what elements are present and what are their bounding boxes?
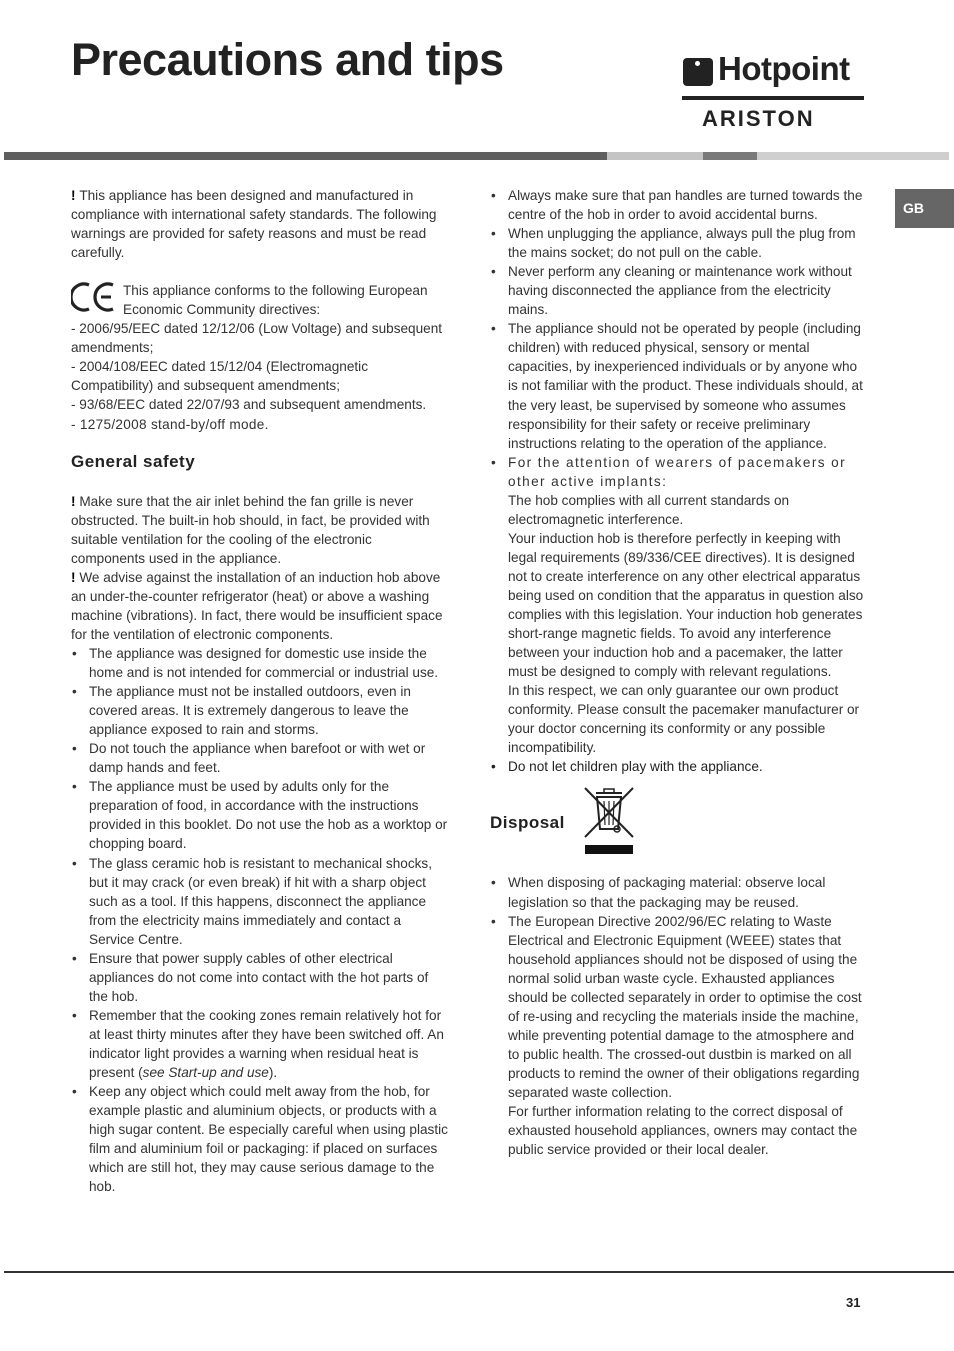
list-item: • The appliance must not be installed outdoors, even in covered areas. It is extremely dangerous to leave the appliance exposed to rain and storms. [71, 682, 449, 739]
warning-mark: ! [71, 493, 80, 509]
list-item: • The appliance was designed for domestic use inside the home and is not intended for commercial or industrial use. [71, 644, 449, 682]
intro-paragraph [71, 186, 449, 262]
brand-name: Hotpoint [718, 50, 850, 87]
general-safety-heading: General safety [71, 451, 196, 471]
header-bar-light-end [757, 152, 949, 160]
ce-text: This appliance conforms to the following European Economic Community directives: [123, 283, 428, 318]
footer-rule [4, 1271, 954, 1273]
list-item: • Always make sure that pan handles are turned towards the centre of the hob in order to avoid accidental burns. [490, 186, 868, 224]
directive-item: - 1275/2008 stand-by/off mode. [71, 416, 269, 432]
list-item: • When unplugging the appliance, always pull the plug from the mains socket; do not pull on the cable. [490, 224, 868, 262]
page-title: Precautions and tips [71, 34, 504, 85]
disposal-list [490, 873, 868, 1159]
ce-block [71, 281, 449, 433]
list-item [71, 1006, 449, 1082]
ce-mark-icon [71, 281, 117, 313]
directive-item: - 2004/108/EEC dated 15/12/04 (Electromagnetic Compatibility) and subsequent amendments; [71, 359, 368, 394]
language-tab: GB [895, 189, 954, 228]
intro-text: This appliance has been designed and manufactured in compliance with international safety standards. The following warnings are provided for safety reasons and must be read carefully. [71, 188, 437, 261]
right-column [490, 186, 868, 1159]
list-item: • When disposing of packaging material: observe local legislation so that the packaging may be reused. [490, 873, 868, 911]
list-item: • The appliance must be used by adults only for the preparation of food, in accordance with the instructions provided in this booklet. Do not use the hob as a worktop or chopping board. [71, 777, 449, 853]
brand-sub: ARISTON [702, 106, 815, 131]
page-number: 31 [846, 1295, 861, 1310]
list-item: • The appliance should not be operated by people (including children) with reduced physical, sensory or mental capacities, by inexperienced individuals or by anyone who is not familiar with the product. These individuals should, at the very least, be supervised by someone who assumes responsibility for their safety or receive preliminary instructions relating to the operation of the appliance. [490, 319, 868, 452]
disposal-more-text: For further information relating to the correct disposal of exhausted household appliances, owners may contact the public service provided or their local dealer. [508, 1104, 858, 1158]
warning-text: Make sure that the air inlet behind the fan grille is never obstructed. The built-in hob should, in fact, be provided with suitable ventilation for the cooling of the electronic components used in the appliance. [71, 493, 430, 566]
pacemaker-text: The hob complies with all current standards on electromagnetic interference. [508, 492, 790, 527]
warning-mark: ! [71, 569, 80, 585]
list-item: • Keep any object which could melt away from the hob, for example plastic and aluminium objects, or products with a high sugar content. Be especially careful when using plastic film and aluminium foil or packaging: if placed on surfaces which are still hot, they may cause serious damage to the hob. [71, 1082, 449, 1196]
pacemaker-text: In this respect, we can only guarantee our own product conformity. Please consult the pacemaker manufacturer or your doctor concerning its conformity or any possible incompatibility. [508, 683, 860, 756]
disposal-heading-row [490, 793, 868, 859]
header-bar-dark [4, 152, 607, 160]
list-item [490, 912, 868, 1160]
pacemaker-text: Your induction hob is therefore perfectly in keeping with legal requirements (89/336/CEE directives). It is designed not to create interference on any other electrical apparatus being used on condition that the apparatus in question also complies with this legislation. Your induction hob generates short-range magnetic fields. To avoid any interference between your induction hob and a pacemaker, the latter must be designed to comply with relevant regulations. [508, 530, 864, 680]
list-item: • Do not let children play with the appliance. [490, 757, 868, 776]
left-column [71, 186, 449, 1196]
residual-text: Remember that the cooking zones remain relatively hot for at least thirty minutes after they have been switched off. An indicator light provides a warning when residual heat is present ( [89, 1007, 444, 1081]
pacemaker-heading: • For the attention of wearers of pacemakers or other active implants: [508, 454, 847, 489]
directive-item: - 93/68/EEC dated 22/07/93 and subsequent amendments. [71, 397, 427, 413]
list-item [490, 453, 868, 758]
list-item: • The glass ceramic hob is resistant to mechanical shocks, but it may crack (or even break) if hit with a sharp object such as a tool. If this happens, disconnect the appliance from the electricity mains immediately and contact a Service Centre. [71, 854, 449, 949]
list-item: • Do not touch the appliance when barefoot or with wet or damp hands and feet. [71, 739, 449, 777]
disposal-heading: Disposal [490, 813, 565, 833]
crossed-out-bin-icon [583, 785, 635, 857]
warning-paragraph [71, 492, 449, 568]
warning-mark: ! [71, 188, 80, 203]
weee-text: • The European Directive 2002/96/EC relating to Waste Electrical and Electronic Equipment (WEEE) states that household appliances should not be disposed of using the normal solid urban waste cycle. Exhausted appliances should be collected separately in order to optimise the cost of re-using and recycling the materials inside the machine, while preventing potential damage to the atmosphere and to public health. The crossed-out dustbin is marked on all products to remind the owner of their obligations regarding separated waste collection. [508, 913, 862, 1100]
cross-reference: see Start-up and use [142, 1065, 269, 1081]
warning-paragraph [71, 568, 449, 644]
header-bar-light [607, 152, 703, 160]
directive-item: - 2006/95/EEC dated 12/12/06 (Low Voltage) and subsequent amendments; [71, 321, 443, 356]
brand-logo [682, 50, 864, 131]
list-item: • Ensure that power supply cables of other electrical appliances do not come into contact with the hot parts of the hob. [71, 949, 449, 1006]
header-bar-mid [703, 152, 757, 160]
hotpoint-logo-icon [683, 58, 713, 86]
list-item: • Never perform any cleaning or maintenance work without having disconnected the appliance from the electricity mains. [490, 262, 868, 319]
logo-rule [682, 96, 864, 100]
warning-text: We advise against the installation of an induction hob above an under-the-counter refrigerator (heat) or above a washing machine (vibrations). In fact, there would be insufficient space for the ventilation of electronic components. [71, 569, 443, 642]
residual-text-end: ). [268, 1065, 278, 1081]
safety-list [71, 644, 449, 1196]
safety-list-continued [490, 186, 868, 776]
